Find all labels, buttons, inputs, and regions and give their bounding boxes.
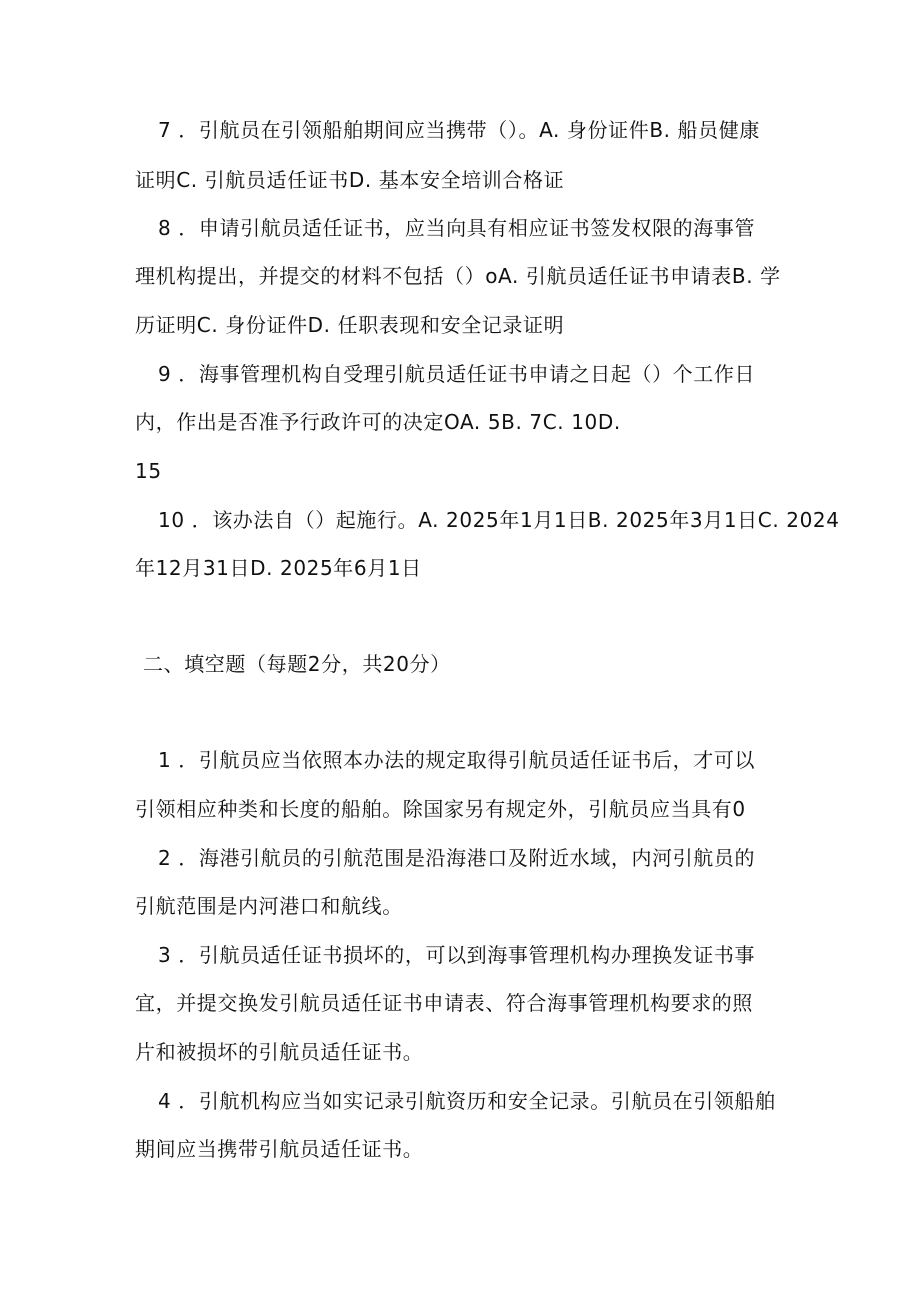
fill-4-line-1: 4 ．引航机构应当如实记录引航资历和安全记录。引航员在引领船舶: [158, 1089, 776, 1113]
question-7-line-1: 7 ．引航员在引领船舶期间应当携带（）。A. 身份证件B. 船员健康: [158, 118, 760, 142]
question-8-line-1: 8 ．申请引航员适任证书，应当向具有相应证书签发权限的海事管: [158, 216, 756, 240]
question-7-line-2: 证明C. 引航员适任证书D. 基本安全培训合格证: [135, 168, 565, 192]
fill-4-line-2: 期间应当携带引航员适任证书。: [135, 1137, 424, 1161]
fill-2-line-2: 引航范围是内河港口和航线。: [135, 894, 403, 918]
fill-1-line-2: 引领相应种类和长度的船舶。除国家另有规定外，引航员应当具有0: [135, 797, 746, 821]
question-9-line-3: 15: [135, 459, 162, 483]
fill-2-line-1: 2 ．海港引航员的引航范围是沿海港口及附近水域，内河引航员的: [158, 846, 756, 870]
fill-3-line-2: 宜，并提交换发引航员适任证书申请表、符合海事管理机构要求的照: [135, 991, 753, 1015]
question-9-line-1: 9 ．海事管理机构自受理引航员适任证书申请之日起（）个工作日: [158, 362, 756, 386]
question-10-line-1: 10 ．该办法自（）起施行。A. 2025年1月1日B. 2025年3月1日C. 2024: [158, 508, 840, 532]
question-8-line-2: 理机构提出，并提交的材料不包括（）oA. 引航员适任证书申请表B. 学: [135, 264, 781, 288]
question-9-line-2: 内，作出是否准予行政许可的决定OA. 5B. 7C. 10D.: [135, 410, 621, 434]
question-8-line-3: 历证明C. 身份证件D. 任职表现和安全记录证明: [135, 313, 565, 337]
section-2-heading: 二、填空题（每题2分，共20分）: [143, 652, 451, 676]
fill-3-line-3: 片和被损坏的引航员适任证书。: [135, 1040, 424, 1064]
question-10-line-2: 年12月31日D. 2025年6月1日: [135, 556, 422, 580]
fill-3-line-1: 3 ．引航员适任证书损坏的，可以到海事管理机构办理换发证书事: [158, 943, 756, 967]
fill-1-line-1: 1 ．引航员应当依照本办法的规定取得引航员适任证书后，才可以: [158, 748, 756, 772]
